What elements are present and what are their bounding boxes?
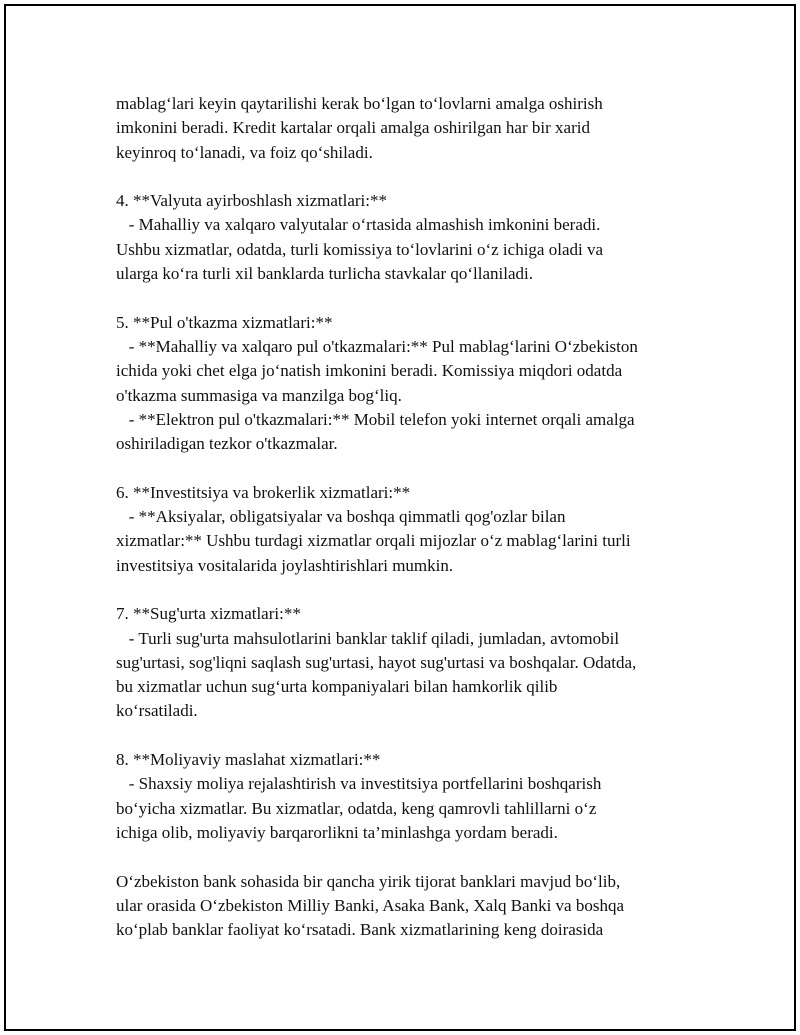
paragraph-financial-advice: 8. **Moliyaviy maslahat xizmatlari:** - Shaxsiy moliya rejalashtirish va investitsiya portfellarini boshqarish bo‘yicha xizmatlar. Bu xizmatlar, odatda, keng qamrovli tahlillarni o‘z ichiga olib, moliyaviy barqarorlikni ta’minlashga yordam beradi. xyxy=(116,750,602,842)
paragraph-uzbek-banking-sector: O‘zbekiston bank sohasida bir qancha yirik tijorat banklari mavjud bo‘lib, ular orasida O‘zbekiston Milliy Banki, Asaka Bank, Xalq Banki va boshqa ko‘plab banklar faoliyat ko‘rsatadi. Bank xizmatlarining keng doirasida xyxy=(116,871,625,940)
paragraph-insurance: 7. **Sug'urta xizmatlari:** - Turli sug'urta mahsulotlarini banklar taklif qiladi, jumladan, avtomobil sug'urtasi, sog'liqni saqlash sug'urtasi, hayot sug'urtasi va boshqalar. Odatda, bu xizmatlar uchun sug‘urta kompaniyalari bilan hamkorlik qilib ko‘rsatiladi. xyxy=(116,604,637,721)
paragraph-currency-exchange: 4. **Valyuta ayirboshlash xizmatlari:** - Mahalliy va xalqaro valyutalar o‘rtasida almashish imkonini beradi. Ushbu xizmatlar, odatda, turli komissiya to‘lovlarini o‘z ichiga oladi va ularga ko‘ra turli xil banklarda turlicha stavkalar qo‘llaniladi. xyxy=(116,191,604,284)
document-body xyxy=(116,92,696,942)
paragraph-credit-cards-continued: mablag‘lari keyin qaytarilishi kerak bo‘lgan to‘lovlarni amalga oshirish imkonini beradi. Kredit kartalar orqali amalga oshirilgan har bir xarid keyinroq to‘lanadi, va foiz qo‘shiladi. xyxy=(116,94,603,162)
paragraph-money-transfers: 5. **Pul o'tkazma xizmatlari:** - **Mahalliy va xalqaro pul o'tkazmalari:** Pul mablag‘larini O‘zbekiston ichida yoki chet elga jo‘natish imkonini beradi. Komissiya miqdori odatda o'tkazma summasiga va manzilga bog‘liq. - **Elektron pul o'tkazmalari:** Mobil telefon yoki internet orqali amalga oshiriladigan tezkor o'tkazmalar. xyxy=(116,312,638,454)
paragraph-investment-brokerage: 6. **Investitsiya va brokerlik xizmatlari:** - **Aksiyalar, obligatsiyalar va boshqa qimmatli qog'ozlar bilan xizmatlar:** Ushbu turdagi xizmatlar orqali mijozlar o‘z mablag‘larini turli investitsiya vositalarida joylashtirishlari mumkin. xyxy=(116,482,631,575)
